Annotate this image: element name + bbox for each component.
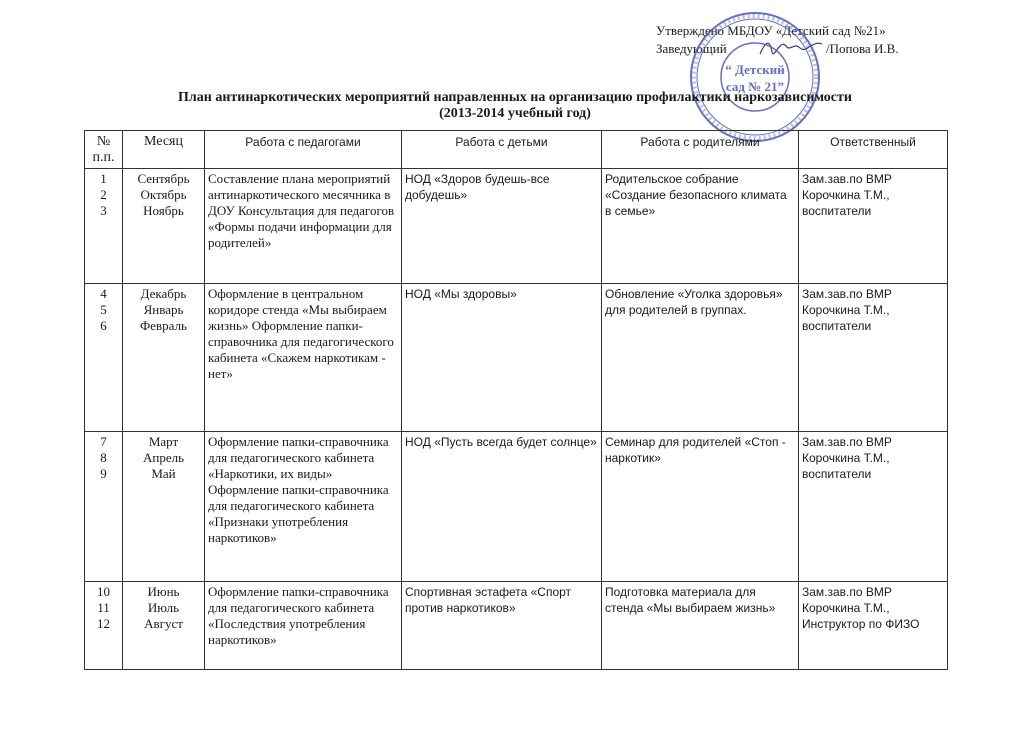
cell-teachers: Составление плана мероприятий антинаркотического месячника в ДОУ Консультация для педагогов «Формы подачи информации для родителей» bbox=[205, 169, 402, 284]
row-number: 1 bbox=[100, 171, 107, 186]
row-numbers bbox=[85, 432, 123, 582]
row-number: 3 bbox=[100, 203, 107, 218]
cell-children: НОД «Пусть всегда будет солнце» bbox=[402, 432, 602, 582]
row-numbers bbox=[85, 169, 123, 284]
document-title bbox=[90, 90, 940, 122]
row-months bbox=[123, 169, 205, 284]
cell-responsible: Зам.зав.по ВМР Корочкина Т.М., воспитатели bbox=[799, 169, 948, 284]
title-line-1: План антинаркотических мероприятий направленных на организацию профилактики наркозависимости bbox=[178, 90, 852, 105]
plan-table bbox=[84, 130, 948, 670]
row-number: 11 bbox=[97, 600, 110, 615]
header-children: Работа с детьми bbox=[402, 131, 602, 169]
month-name: Май bbox=[151, 466, 176, 481]
month-name: Февраль bbox=[140, 318, 187, 333]
cell-teachers: Оформление в центральном коридоре стенда «Мы выбираем жизнь» Оформление папки-справочника для педагогического кабинета «Скажем наркотикам - нет» bbox=[205, 284, 402, 432]
row-months bbox=[123, 582, 205, 670]
row-number: 7 bbox=[100, 434, 107, 449]
month-name: Январь bbox=[143, 302, 184, 317]
cell-parents: Обновление «Уголка здоровья» для родителей в группах. bbox=[602, 284, 799, 432]
row-number: 10 bbox=[97, 584, 110, 599]
cell-responsible: Зам.зав.по ВМР Корочкина Т.М., воспитатели bbox=[799, 432, 948, 582]
row-number: 8 bbox=[100, 450, 107, 465]
cell-children: Спортивная эстафета «Спорт против наркотиков» bbox=[402, 582, 602, 670]
cell-teachers: Оформление папки-справочника для педагогического кабинета «Наркотики, их виды» Оформление папки-справочника для педагогического кабинета «Признаки употребления наркотиков» bbox=[205, 432, 402, 582]
cell-children: НОД «Здоров будешь-все добудешь» bbox=[402, 169, 602, 284]
cell-responsible: Зам.зав.по ВМР Корочкина Т.М., воспитатели bbox=[799, 284, 948, 432]
cell-responsible: Зам.зав.по ВМР Корочкина Т.М., Инструктор по ФИЗО bbox=[799, 582, 948, 670]
month-name: Август bbox=[144, 616, 183, 631]
month-name: Сентябрь bbox=[137, 171, 190, 186]
cell-children: НОД «Мы здоровы» bbox=[402, 284, 602, 432]
row-number: 12 bbox=[97, 616, 110, 631]
row-numbers bbox=[85, 582, 123, 670]
head-name: /Попова И.В. bbox=[826, 41, 899, 56]
stamp-text-line1: “ Детский bbox=[725, 62, 785, 77]
month-name: Апрель bbox=[142, 450, 185, 465]
month-name: Июль bbox=[147, 600, 180, 615]
stamp-text-line2: сад № 21” bbox=[725, 79, 785, 94]
row-number: 2 bbox=[100, 187, 107, 202]
row-months bbox=[123, 432, 205, 582]
handwritten-signature bbox=[756, 36, 826, 60]
table-row bbox=[85, 284, 948, 432]
header-teachers: Работа с педагогами bbox=[205, 131, 402, 169]
month-name: Ноябрь bbox=[143, 203, 184, 218]
row-number: 4 bbox=[100, 286, 107, 301]
table-row bbox=[85, 169, 948, 284]
header-month: Месяц bbox=[123, 131, 205, 169]
title-line-2: (2013-2014 учебный год) bbox=[439, 106, 591, 121]
header-parents: Работа с родителями bbox=[602, 131, 799, 169]
month-name: Декабрь bbox=[140, 286, 187, 301]
table-row bbox=[85, 582, 948, 670]
approval-line: Утверждено МБДОУ «Детский сад №21» bbox=[656, 23, 886, 38]
row-number: 6 bbox=[100, 318, 107, 333]
month-name: Июнь bbox=[147, 584, 180, 599]
row-months bbox=[123, 284, 205, 432]
cell-parents: Подготовка материала для стенда «Мы выбираем жизнь» bbox=[602, 582, 799, 670]
head-title: Заведующий bbox=[656, 41, 727, 56]
header-responsible: Ответственный bbox=[799, 131, 948, 169]
month-name: Март bbox=[148, 434, 179, 449]
table-row bbox=[85, 432, 948, 582]
table-header-row bbox=[85, 131, 948, 169]
row-number: 9 bbox=[100, 466, 107, 481]
cell-teachers: Оформление папки-справочника для педагогического кабинета «Последствия употребления наркотиков» bbox=[205, 582, 402, 670]
row-number: 5 bbox=[100, 302, 107, 317]
header-number: № п.п. bbox=[85, 131, 123, 169]
month-name: Октябрь bbox=[140, 187, 187, 202]
cell-parents: Семинар для родителей «Стоп - наркотик» bbox=[602, 432, 799, 582]
cell-parents: Родительское собрание «Создание безопасного климата в семье» bbox=[602, 169, 799, 284]
row-numbers bbox=[85, 284, 123, 432]
